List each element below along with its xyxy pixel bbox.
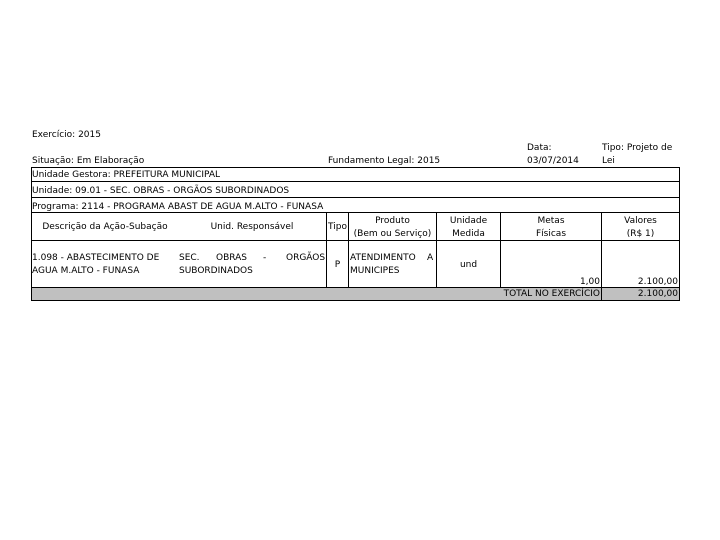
table-right-border	[679, 167, 680, 301]
item-responsavel-w1: SEC.	[179, 253, 200, 263]
item-tipo: P	[334, 260, 341, 270]
col-header-tipo: Tipo	[328, 222, 347, 232]
data-label: Data:	[527, 143, 552, 153]
programa: Programa: 2114 - PROGRAMA ABAST DE AGUA M.ALTO - FUNASA	[32, 202, 324, 212]
col-header-responsavel: Unid. Responsável	[210, 222, 294, 232]
row-divider-total	[31, 287, 680, 288]
unidade: Unidade: 09.01 - SEC. OBRAS - ORGÃOS SUBORDINADOS	[32, 186, 290, 196]
item-valores: 2.100,00	[637, 277, 678, 287]
row-divider-3	[31, 212, 680, 213]
table-top-border	[31, 167, 680, 168]
data-value: 03/07/2014	[527, 156, 579, 166]
situacao-label: Situação: Em Elaboração	[32, 156, 145, 166]
unidade-gestora: Unidade Gestora: PREFEITURA MUNICIPAL	[32, 170, 221, 180]
col-header-metas: Metas	[537, 216, 565, 226]
item-responsavel-w3: -	[263, 253, 267, 263]
col-header-produto-sub: (Bem ou Serviço)	[353, 229, 432, 239]
item-descricao: 1.098 - ABASTECIMENTO DE	[32, 253, 160, 263]
col-header-medida: Medida	[452, 229, 485, 239]
item-produto-w1: ATENDIMENTO	[350, 253, 416, 263]
item-responsavel-w2: OBRAS	[216, 253, 248, 263]
fundamento-legal-label: Fundamento Legal: 2015	[328, 156, 441, 166]
table-bottom-border	[31, 300, 680, 301]
total-valor: 2.100,00	[637, 289, 678, 299]
total-label: TOTAL NO EXERCÍCIO	[503, 289, 600, 299]
col-header-valores-unit: (R$ 1)	[626, 229, 655, 239]
tipo-projeto-label-2: Lei	[602, 156, 615, 166]
col-header-produto: Produto	[375, 216, 410, 226]
item-unidade: und	[459, 260, 478, 270]
item-metas: 1,00	[579, 277, 600, 287]
exercicio-label: Exercício: 2015	[32, 130, 101, 140]
item-responsavel-w4: ORGÃOS	[286, 253, 326, 263]
row-divider-2	[31, 197, 680, 198]
col-header-descricao: Descrição da Ação-Subação	[42, 222, 168, 232]
row-divider-1	[31, 181, 680, 182]
item-responsavel-2: SUBORDINADOS	[179, 266, 253, 276]
col-header-valores: Valores	[624, 216, 657, 226]
header-bottom-border	[31, 240, 680, 241]
col-header-fisicas: Físicas	[535, 229, 567, 239]
col-header-unidade: Unidade	[449, 216, 488, 226]
item-descricao-2: AGUA M.ALTO - FUNASA	[32, 266, 140, 276]
item-produto-2: MUNICIPES	[350, 266, 400, 276]
item-produto-w2: A	[427, 253, 434, 263]
tipo-projeto-label: Tipo: Projeto de	[602, 143, 673, 153]
